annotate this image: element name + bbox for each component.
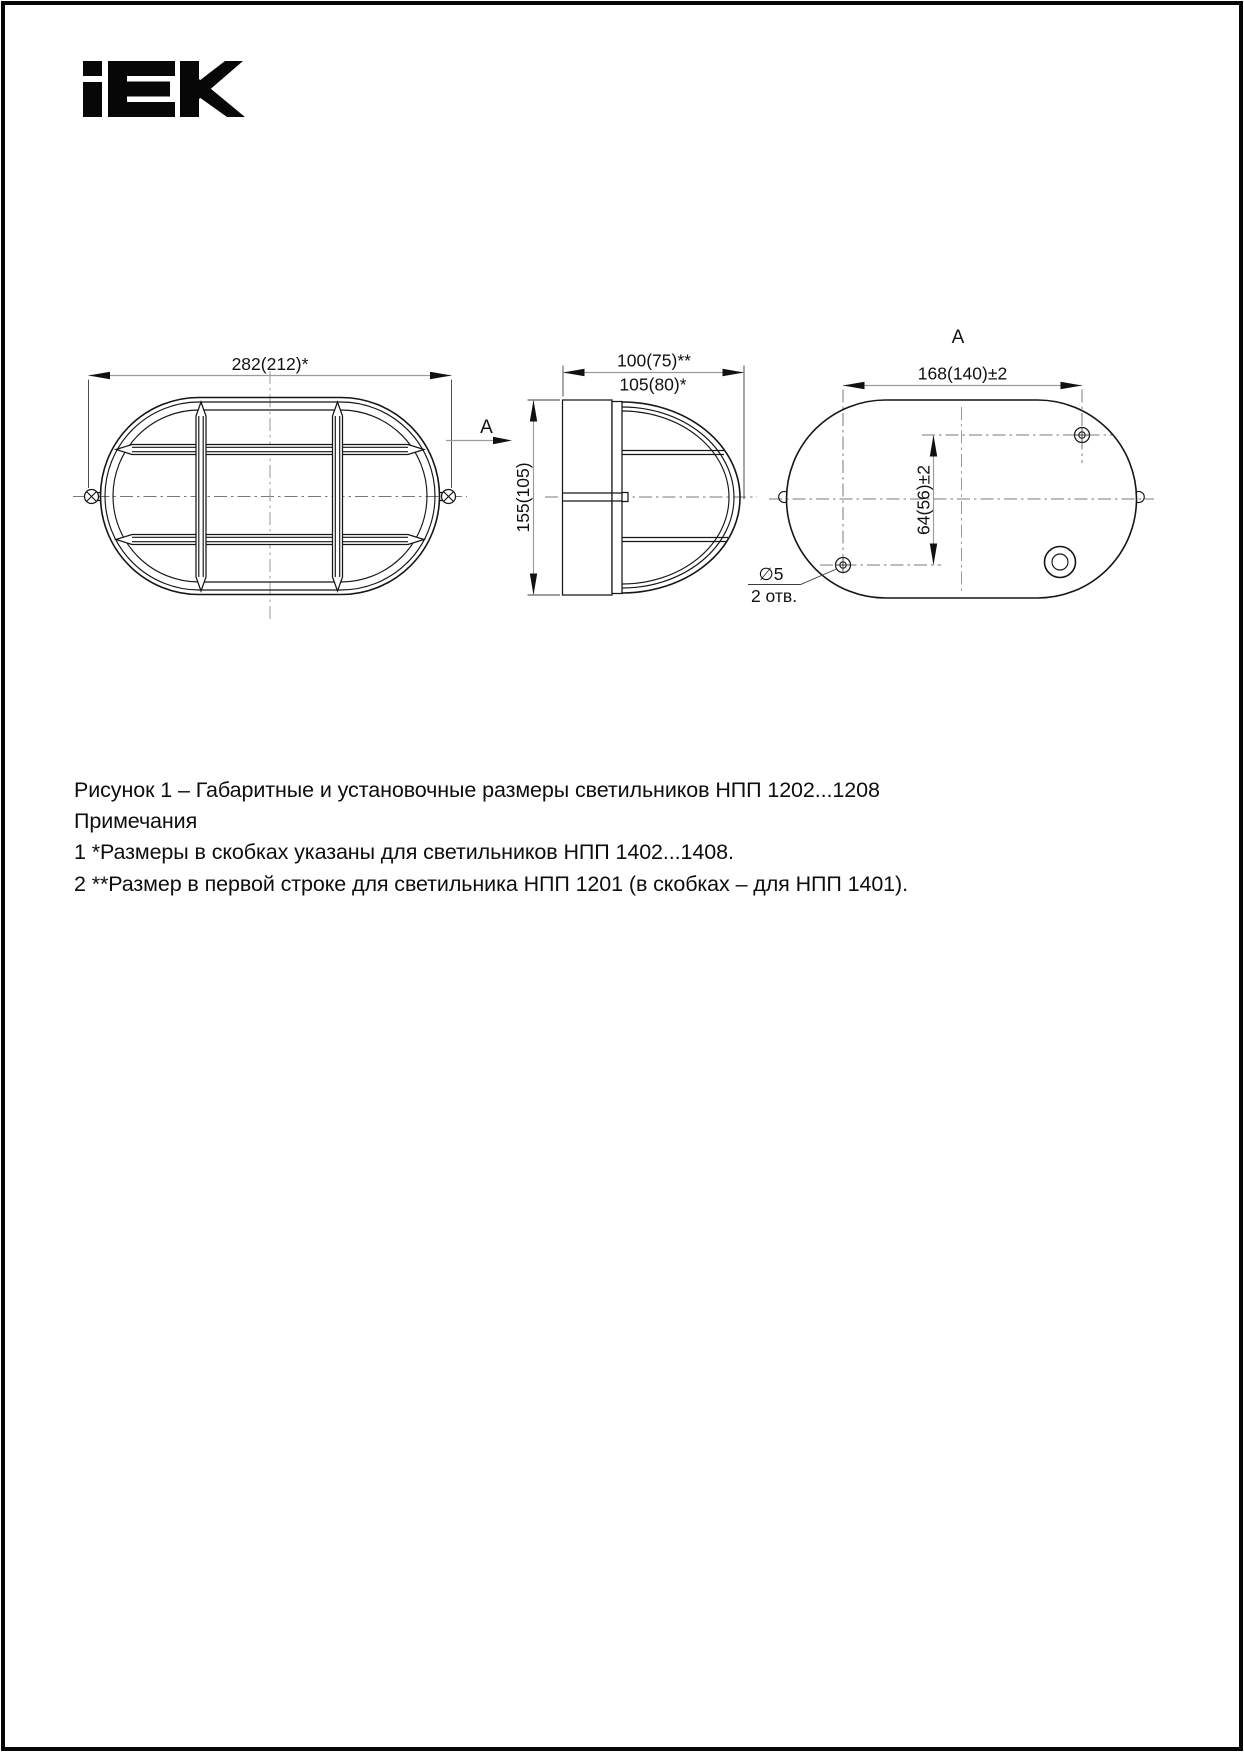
view-arrow-label: A: [480, 417, 493, 438]
rear-hole-spacing-x-label: 168(140)±2: [917, 363, 1008, 384]
cable-entry: [1045, 547, 1076, 578]
side-view: [513, 351, 757, 596]
rear-hole-spacing-y-dimension: [914, 435, 938, 565]
front-width-label: 282(212)*: [231, 354, 309, 374]
notes-title: Примечания: [74, 809, 198, 834]
mounting-hole-bottom-left: [835, 557, 851, 573]
figure-title: Рисунок 1 – Габаритные и установочные размеры светильников НПП 1202...1208: [74, 778, 880, 802]
mounting-hole-top-right: [1074, 427, 1090, 443]
dimension-drawing: [0, 0, 1244, 700]
hole-count-label: 2 отв.: [750, 586, 798, 606]
figure-caption-block: [74, 775, 1184, 900]
view-direction-arrow: [446, 417, 512, 444]
screw-lug-right: [439, 490, 456, 504]
rear-view-label: A: [951, 327, 965, 348]
rear-lug-left: [779, 492, 787, 503]
side-depth-label-secondary: 105(80)*: [619, 374, 687, 395]
screw-lug-left: [85, 490, 102, 504]
note-2: 2 **Размер в первой строке для светильника НПП 1201 (в скобках – для НПП 1401).: [74, 871, 908, 896]
side-height-label: 155(105): [513, 462, 533, 533]
note-1: 1 *Размеры в скобках указаны для светильников НПП 1402...1408.: [74, 840, 734, 865]
hole-diameter-callout: [748, 564, 837, 606]
hole-diameter-label: ∅5: [758, 564, 784, 584]
rear-hole-spacing-x-dimension: [843, 364, 1082, 390]
rear-hole-spacing-y-label: 64(56)±2: [913, 465, 934, 535]
rear-lug-right: [1137, 492, 1145, 503]
rear-view: [748, 327, 1154, 606]
side-depth-label-primary: 100(75)**: [617, 350, 691, 371]
front-view: [73, 354, 512, 621]
